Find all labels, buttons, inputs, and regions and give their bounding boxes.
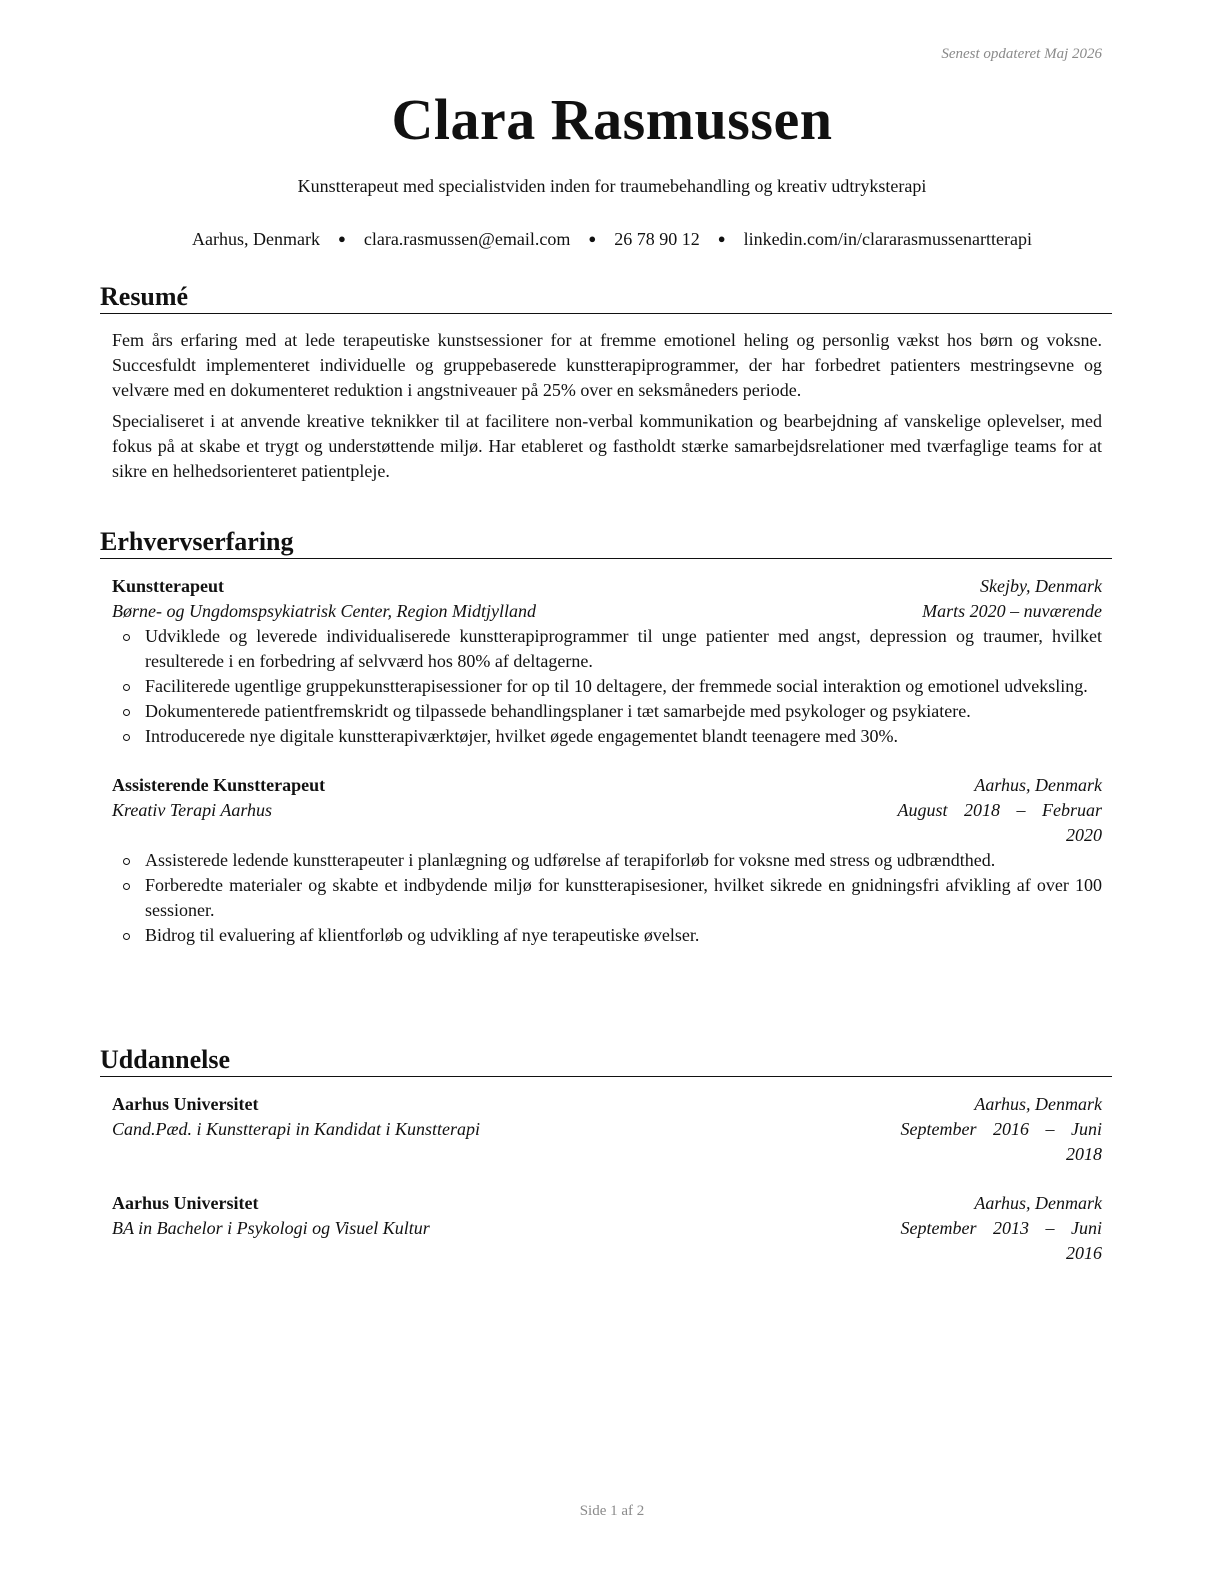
employer: Børne- og Ungdomspsykiatrisk Center, Region Midtjylland bbox=[112, 601, 536, 621]
job-dates: Marts 2020 – nuværende bbox=[922, 601, 1102, 621]
circle-bullet-icon bbox=[123, 933, 130, 940]
education-entry bbox=[112, 1191, 1102, 1266]
bullet-separator-icon: ● bbox=[588, 231, 597, 246]
circle-bullet-icon bbox=[123, 709, 130, 716]
tagline: Kunstterapeut med specialistviden inden for traumebehandling og kreativ udtryksterapi bbox=[297, 176, 927, 196]
section-title-resume: Resumé bbox=[100, 282, 1112, 314]
school-location: Aarhus, Denmark bbox=[974, 1094, 1102, 1114]
job-location: Aarhus, Denmark bbox=[974, 775, 1102, 795]
contact-line bbox=[0, 229, 1224, 250]
experience-entry bbox=[112, 773, 1102, 948]
education-dates: September 2013 – Juni 2016 bbox=[900, 1218, 1102, 1263]
resume-section bbox=[100, 282, 1112, 484]
list-item: Bidrog til evaluering af klientforløb og udvikling af nye terapeutiske øvelser. bbox=[112, 923, 1102, 948]
degree: BA in Bachelor i Psykologi og Visuel Kultur bbox=[112, 1218, 430, 1238]
education-dates: September 2016 – Juni 2018 bbox=[900, 1119, 1102, 1164]
list-item: Udviklede og leverede individualiserede kunstterapiprogrammer til unge patienter med angst, depression og traumer, hvilket resulterede i en forbedring af selvværd hos 80% af deltagerne. bbox=[112, 624, 1102, 674]
school-name: Aarhus Universitet bbox=[112, 1094, 259, 1114]
school-name: Aarhus Universitet bbox=[112, 1193, 259, 1213]
section-title-education: Uddannelse bbox=[100, 1045, 1112, 1077]
circle-bullet-icon bbox=[123, 734, 130, 741]
job-title: Kunstterapeut bbox=[112, 576, 224, 596]
last-updated-note: Senest opdateret Maj 2026 bbox=[941, 46, 1102, 62]
contact-phone: 26 78 90 12 bbox=[614, 229, 700, 249]
page-number: Side 1 af 2 bbox=[579, 1503, 645, 1519]
bullet-separator-icon: ● bbox=[717, 231, 726, 246]
list-item: Introducerede nye digitale kunstterapiværktøjer, hvilket øgede engagementet blandt teenagere med 30%. bbox=[112, 724, 1102, 749]
circle-bullet-icon bbox=[123, 858, 130, 865]
job-title: Assisterende Kunstterapeut bbox=[112, 775, 326, 795]
degree: Cand.Pæd. i Kunstterapi in Kandidat i Kunstterapi bbox=[112, 1119, 481, 1139]
section-title-experience: Erhvervserfaring bbox=[100, 527, 1112, 559]
list-item: Assisterede ledende kunstterapeuter i planlægning og udførelse af terapiforløb for voksne med stress og udbrændthed. bbox=[112, 848, 1102, 873]
experience-entry bbox=[112, 574, 1102, 749]
list-item: Faciliterede ugentlige gruppekunstterapisessioner for op til 10 deltagere, der fremmede social interaktion og emotionel udveksling. bbox=[112, 674, 1102, 699]
education-section bbox=[100, 1045, 1112, 1266]
contact-email[interactable]: clara.rasmussen@email.com bbox=[363, 229, 571, 249]
circle-bullet-icon bbox=[123, 634, 130, 641]
resume-paragraph: Fem års erfaring med at lede terapeutiske kunstsessioner for at fremme emotionel heling og personlig vækst hos børn og voksne. Succesfuldt implementeret individuelle og gruppebaserede kunstterapiprogrammer, der har forbedret patienters mestringsevne og velvære med en dokumenteret reduktion i angstniveauer på 25% over en seksmåneders periode. bbox=[112, 330, 1102, 400]
contact-linkedin[interactable]: linkedin.com/in/clararasmussenartterapi bbox=[743, 229, 1032, 249]
employer: Kreativ Terapi Aarhus bbox=[112, 800, 273, 820]
list-item: Forberedte materialer og skabte et indbydende miljø for kunstterapisesioner, hvilket sikrede en gnidningsfri afvikling af over 100 sessioner. bbox=[112, 873, 1102, 923]
circle-bullet-icon bbox=[123, 684, 130, 691]
job-location: Skejby, Denmark bbox=[980, 576, 1102, 596]
contact-location: Aarhus, Denmark bbox=[192, 229, 320, 249]
school-location: Aarhus, Denmark bbox=[974, 1193, 1102, 1213]
job-dates: August 2018 – Februar 2020 bbox=[897, 800, 1102, 845]
circle-bullet-icon bbox=[123, 883, 130, 890]
experience-section bbox=[100, 527, 1112, 948]
job-bullets bbox=[112, 624, 1102, 749]
resume-paragraph: Specialiseret i at anvende kreative teknikker til at facilitere non-verbal kommunikation og bearbejdning af vanskelige oplevelser, med fokus på at skabe et trygt og understøttende miljø. Har etableret og fastholdt stærke samarbejdsrelationer med tværfaglige teams for at sikre en helhedsorienteret patientpleje. bbox=[112, 411, 1102, 481]
bullet-separator-icon: ● bbox=[337, 231, 346, 246]
education-entry bbox=[112, 1092, 1102, 1167]
job-bullets bbox=[112, 848, 1102, 948]
list-item: Dokumenterede patientfremskridt og tilpassede behandlingsplaner i tæt samarbejde med psykologer og psykiatere. bbox=[112, 699, 1102, 724]
candidate-name: Clara Rasmussen bbox=[391, 87, 833, 152]
